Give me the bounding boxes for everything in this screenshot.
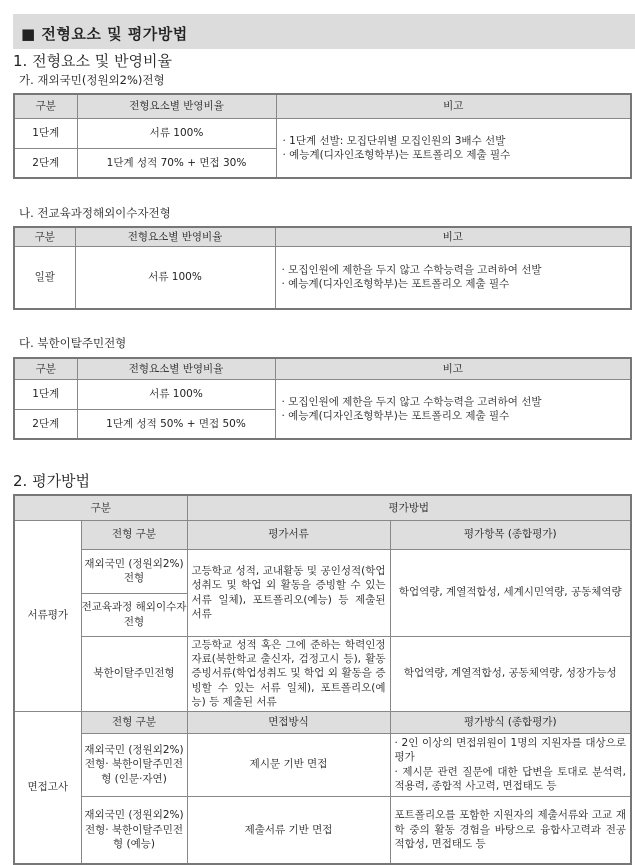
ratio-table-b [13,226,632,310]
note-line: · 예능계(디자인조형학부)는 포트폴리오 제출 필수 [282,148,511,161]
header-cell: 전형 구분 [81,711,187,733]
stage-cell: 일괄 [14,246,75,309]
docs-cell: 고등학교 성적 혹은 그에 준하는 학력인정자료(북한학교 출신자, 검정고시 등), 활동증빙서류(학업성취도 및 학업 외 활동을 증빙할 수 있는 서류 일체), 포트폴리오(예능) 등 제출된 서류 [187,636,390,711]
header-cell: 평가방식 (종합평가) [390,711,631,733]
section-2-title: 2. 평가방법 [13,472,91,490]
note-cell [275,246,631,309]
note-line: · 모집인원에 제한을 두지 않고 수학능력을 고려하여 선발 [281,264,542,277]
stage-cell: 2단계 [14,148,77,178]
note-line: · 1단계 선발: 모집단위별 모집인원의 3배수 선발 [282,134,506,147]
stage-cell: 1단계 [14,379,77,409]
track-cell: 재외국민 (정원외2%)전형· 북한이탈주민전형 (인문·자연) [81,733,187,796]
method-cell: 제시문 기반 면접 [187,733,390,796]
docs-cell: 고등학교 성적, 교내활동 및 공인성적(학업성취도 및 학업 외 활동을 증빙할 수 있는 서류 일체), 포트폴리오(예능) 등 제출된 서류 [187,549,390,636]
eval-cell: 포트폴리오를 포함한 지원자의 제출서류와 고교 재학 중의 활동 경험을 바탕으로 융합사고력과 전공적합성, 면접태도 등 [390,796,631,864]
doc-eval-label: 서류평가 [14,520,81,711]
eval-line: · 제시문 관련 질문에 대한 답변을 토대로 분석력, 적용력, 종합적 사고력, 면접태도 등 [394,765,626,792]
ratio-cell: 1단계 성적 50% + 면접 50% [77,409,275,439]
header-cell: 전형요소별 반영비율 [77,358,275,379]
eval-cell [390,733,631,796]
ratio-table-a [13,93,632,179]
header-cell: 전형요소별 반영비율 [77,94,276,118]
ratio-cell: 서류 100% [77,379,275,409]
subsection-c-title: 다. 북한이탈주민전형 [19,336,127,350]
ratio-cell: 서류 100% [77,118,276,148]
track-cell: 전교육과정 해외이수자전형 [81,593,187,636]
header-cell: 구분 [14,495,187,520]
items-cell: 학업역량, 계열적합성, 공동체역량, 성장가능성 [390,636,631,711]
header-cell: 비고 [276,94,631,118]
header-cell: 전형 구분 [81,520,187,549]
header-cell: 구분 [14,94,77,118]
header-cell: 면접방식 [187,711,390,733]
note-cell [276,118,631,178]
method-cell: 제출서류 기반 면접 [187,796,390,864]
note-line: · 예능계(디자인조형학부)는 포트폴리오 제출 필수 [281,409,510,422]
eval-line: · 2인 이상의 면접위원이 1명의 지원자를 대상으로 평가 [394,737,626,764]
track-cell: 북한이탈주민전형 [81,636,187,711]
subsection-b-title: 나. 전교육과정해외이수자전형 [19,206,171,220]
subsection-a-title: 가. 재외국민(정원외2%)전형 [19,73,165,87]
header-cell: 구분 [14,227,75,246]
section-1-title: 1. 전형요소 및 반영비율 [13,52,173,70]
stage-cell: 1단계 [14,118,77,148]
items-cell: 학업역량, 계열적합성, 세계시민역량, 공동체역량 [390,549,631,636]
note-line: · 모집인원에 제한을 두지 않고 수학능력을 고려하여 선발 [281,395,542,408]
header-cell: 구분 [14,358,77,379]
ratio-cell: 서류 100% [75,246,275,309]
section-banner: ■ 전형요소 및 평가방법 [13,14,635,49]
header-cell: 비고 [275,227,631,246]
evaluation-table [13,494,632,865]
track-cell: 재외국민 (정원외2%)전형 [81,549,187,593]
header-cell: 전형요소별 반영비율 [75,227,275,246]
note-cell [275,379,631,439]
ratio-cell: 1단계 성적 70% + 면접 30% [77,148,276,178]
stage-cell: 2단계 [14,409,77,439]
header-cell: 평가서류 [187,520,390,549]
header-cell: 비고 [275,358,631,379]
interview-label: 면접고사 [14,711,81,864]
note-line: · 예능계(디자인조형학부)는 포트폴리오 제출 필수 [281,278,510,291]
ratio-table-c [13,357,632,440]
header-cell: 평가항목 (종합평가) [390,520,631,549]
header-cell: 평가방법 [187,495,631,520]
track-cell: 재외국민 (정원외2%)전형· 북한이탈주민전형 (예능) [81,796,187,864]
